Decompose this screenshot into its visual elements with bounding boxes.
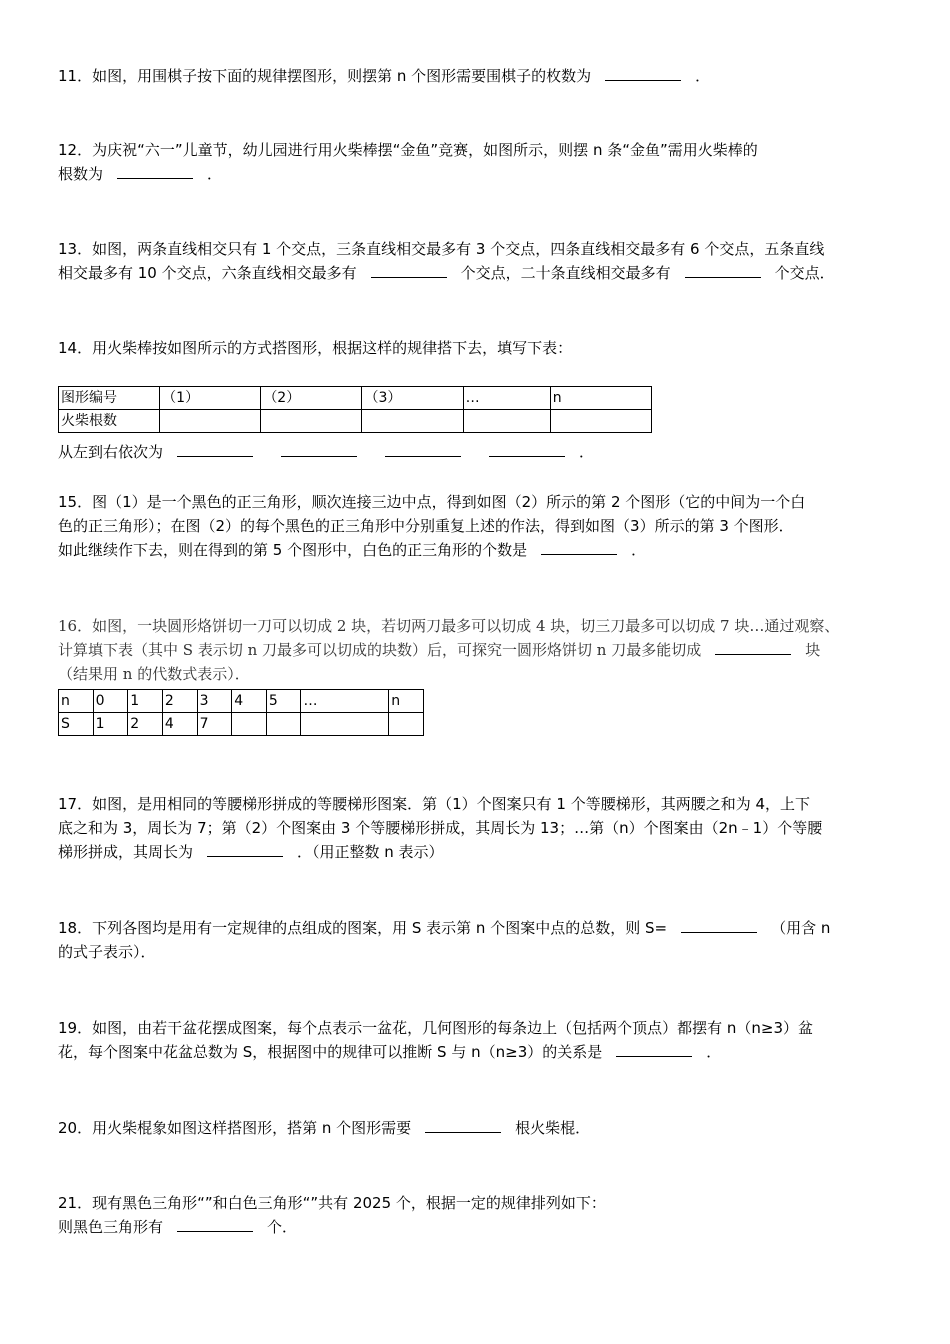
question-14-answer-label: 从左到右依次为 (58, 443, 164, 461)
q16-cell: 1 (128, 690, 163, 713)
q16-answer-cell[interactable] (301, 713, 389, 736)
q16-cell: 2 (128, 713, 163, 736)
question-11-end: ． (695, 67, 711, 85)
question-16-line-2b: 块 (805, 641, 821, 659)
answer-blank-19[interactable] (616, 1042, 692, 1057)
answer-blank-16[interactable] (715, 640, 791, 655)
question-20-text-a: 20．用火柴棍象如图这样搭图形，搭第 n 个图形需要 (58, 1119, 412, 1137)
question-12-end: ． (207, 165, 223, 183)
question-14 (58, 336, 908, 360)
q16-cell: S (59, 713, 94, 736)
q16-cell: 5 (266, 690, 301, 713)
answer-blank-18[interactable] (681, 918, 757, 933)
answer-blank-13a[interactable] (371, 263, 447, 278)
question-18-line-2: 的式子表示）． (58, 943, 156, 961)
q16-cell: 3 (197, 690, 232, 713)
q14-answer-cell[interactable] (261, 410, 362, 433)
q14-header-cell: … (463, 387, 550, 410)
question-19 (58, 1016, 908, 1064)
question-21 (58, 1191, 908, 1239)
q16-cell: 7 (197, 713, 232, 736)
q14-header-cell: （1） (160, 387, 261, 410)
answer-blank-17[interactable] (207, 842, 283, 857)
q16-cell: 4 (162, 713, 197, 736)
answer-blank-12[interactable] (117, 164, 193, 179)
q14-answer-cell[interactable] (362, 410, 463, 433)
q16-cell: … (301, 690, 389, 713)
q16-table (58, 689, 424, 736)
q16-answer-cell[interactable] (389, 713, 424, 736)
question-13-line-2b: 个交点，二十条直线相交最多有 (460, 264, 671, 282)
question-13-line-2c: 个交点． (774, 264, 835, 282)
question-13-line-1: 13．如图，两条直线相交只有 1 个交点，三条直线相交最多有 3 个交点，四条直线相交最多有 6 个交点，五条直线 (58, 240, 825, 258)
q14-table (58, 386, 652, 433)
question-12-line-2: 根数为 (58, 165, 104, 183)
q16-cell: n (389, 690, 424, 713)
q14-answer-cell[interactable] (160, 410, 261, 433)
q16-cell: 4 (232, 690, 267, 713)
answer-blank-11[interactable] (605, 66, 681, 81)
answer-blank-20[interactable] (425, 1118, 501, 1133)
q16-cell: n (59, 690, 94, 713)
question-19-line-1: 19．如图，由若干盆花摆成图案，每个点表示一盆花，几何图形的每条边上（包括两个顶点）都摆有 n（n≥3）盆 (58, 1019, 813, 1037)
question-14-text: 14．用火柴棒按如图所示的方式搭图形，根据这样的规律搭下去，填写下表： (58, 339, 573, 357)
question-17-line-3a: 梯形拼成，其周长为 (58, 843, 194, 861)
question-21-line-1: 21．现有黑色三角形“”和白色三角形“”共有 2025 个，根据一定的规律排列如下： (58, 1194, 606, 1212)
q16-table-row-s (59, 713, 424, 736)
answer-blank-14c[interactable] (385, 442, 461, 457)
question-11-text: 11．如图，用围棋子按下面的规律摆图形，则摆第 n 个图形需要围棋子的枚数为 (58, 67, 592, 85)
q14-header-cell: 图形编号 (59, 387, 160, 410)
question-13-line-2a: 相交最多有 10 个交点，六条直线相交最多有 (58, 264, 357, 282)
question-15-line-3: 如此继续作下去，则在得到的第 5 个图形中，白色的正三角形的个数是 (58, 541, 528, 559)
q16-cell: 0 (93, 690, 128, 713)
q16-cell: 1 (93, 713, 128, 736)
question-19-line-2a: 花，每个图案中花盆总数为 S，根据图中的规律可以推断 S 与 n（n≥3）的关系是 (58, 1043, 603, 1061)
question-17-line-3b: ．（用正整数 n 表示） (297, 843, 444, 861)
question-15-end: ． (631, 541, 647, 559)
question-11 (58, 64, 908, 88)
question-16-line-1: 16．如图，一块圆形烙饼切一刀可以切成 2 块，若切两刀最多可以切成 4 块，切三刀最多可以切成 7 块…通过观察、 (58, 617, 840, 635)
q16-answer-cell[interactable] (232, 713, 267, 736)
question-12 (58, 138, 908, 186)
answer-blank-14a[interactable] (177, 442, 253, 457)
question-15-line-2: 色的正三角形）；在图（2）的每个黑色的正三角形中分别重复上述的作法，得到如图（3）所示的第 3 个图形． (58, 517, 794, 535)
question-17-line-2: 底之和为 3，周长为 7；第（2）个图案由 3 个等腰梯形拼成，其周长为 13；…第（n）个图案由（2n﹣1）个等腰 (58, 819, 823, 837)
question-16 (58, 614, 908, 686)
q16-answer-cell[interactable] (266, 713, 301, 736)
question-16-line-3: （结果用 n 的代数式表示）． (58, 665, 250, 683)
question-20-text-b: 根火柴棍． (515, 1119, 591, 1137)
answer-blank-14b[interactable] (281, 442, 357, 457)
question-12-line-1: 12．为庆祝“六一”儿童节，幼儿园进行用火柴棒摆“金鱼”竞赛，如图所示，则摆 n 条“金鱼”需用火柴棒的 (58, 141, 758, 159)
question-20 (58, 1116, 908, 1140)
q14-header-cell: （3） (362, 387, 463, 410)
question-21-line-2a: 则黑色三角形有 (58, 1218, 164, 1236)
q14-header-cell: n (550, 387, 651, 410)
question-18-line-1b: （用含 n (771, 919, 831, 937)
q14-header-cell: （2） (261, 387, 362, 410)
question-17 (58, 792, 908, 864)
question-16-line-2a: 计算填下表（其中 S 表示切 n 刀最多可以切成的块数）后，可探究一圆形烙饼切 n 刀最多能切成 (58, 641, 702, 659)
question-14-answer-line (58, 440, 908, 464)
question-18-line-1a: 18．下列各图均是用有一定规律的点组成的图案，用 S 表示第 n 个图案中点的总数，则 S= (58, 919, 668, 937)
answer-blank-14d[interactable] (489, 442, 565, 457)
question-13 (58, 237, 908, 285)
answer-blank-21[interactable] (177, 1217, 253, 1232)
question-17-line-1: 17．如图，是用相同的等腰梯形拼成的等腰梯形图案．第（1）个图案只有 1 个等腰梯形，其两腰之和为 4，上下 (58, 795, 811, 813)
q14-answer-cell[interactable] (550, 410, 651, 433)
q16-table-row-n (59, 690, 424, 713)
q16-cell: 2 (162, 690, 197, 713)
question-14-end: ． (579, 443, 595, 461)
answer-blank-15[interactable] (541, 540, 617, 555)
question-18 (58, 916, 908, 964)
q14-table-header-row (59, 387, 652, 410)
answer-blank-13b[interactable] (685, 263, 761, 278)
question-15 (58, 490, 908, 562)
q14-row-label: 火柴根数 (59, 410, 160, 433)
q14-answer-cell[interactable] (463, 410, 550, 433)
question-15-line-1: 15．图（1）是一个黑色的正三角形，顺次连接三边中点，得到如图（2）所示的第 2 个图形（它的中间为一个白 (58, 493, 806, 511)
question-21-line-2b: 个． (267, 1218, 298, 1236)
q14-table-data-row (59, 410, 652, 433)
question-19-end: ． (706, 1043, 722, 1061)
